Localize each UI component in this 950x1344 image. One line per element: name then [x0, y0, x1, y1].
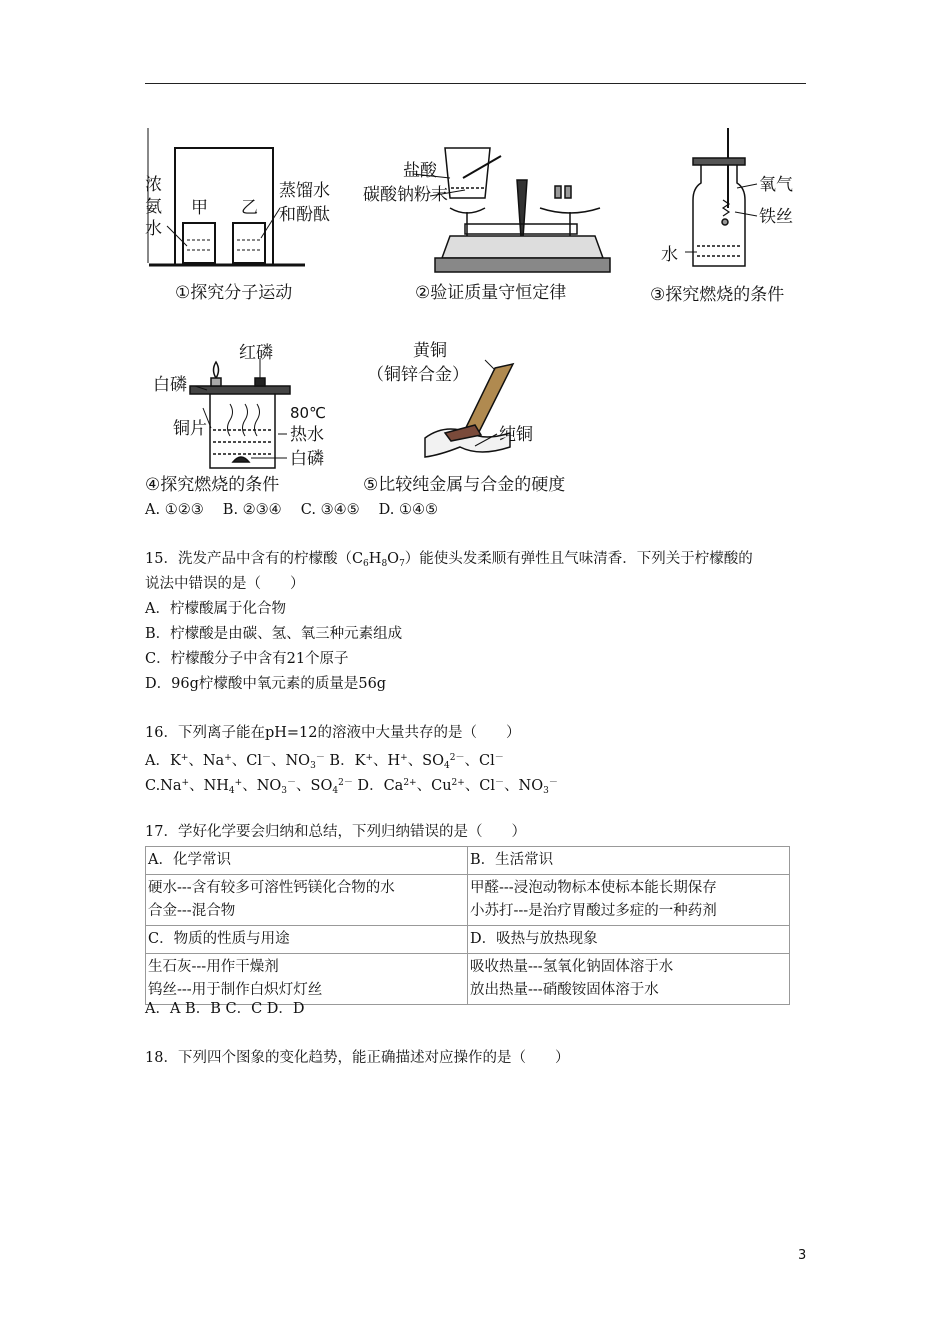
- fig1-label-2: 氨: [145, 197, 162, 217]
- fig4-label-hotwater: 热水: [290, 425, 324, 445]
- table-cell: 硬水---含有较多可溶性钙镁化合物的水 合金---混合物: [146, 875, 468, 926]
- fig4-label-whitep: 白磷: [153, 375, 187, 395]
- fig1-label-yi: 乙: [241, 198, 258, 218]
- table-row: [146, 926, 790, 954]
- fig1-label-water: 蒸馏水: [279, 181, 330, 201]
- fig5-label-brass: 黄铜: [413, 341, 447, 361]
- fig5-label-alloy: （铜锌合金）: [367, 365, 469, 385]
- q17-table: [145, 846, 790, 1005]
- fig4-label-whitep2: 白磷: [290, 449, 324, 469]
- fig4-label-copper: 铜片: [173, 419, 207, 439]
- q15-option-d: D．96g柠檬酸中氧元素的质量是56g: [145, 676, 387, 692]
- fig3-label-oxygen: 氧气: [759, 175, 793, 195]
- fig3-label-water: 水: [661, 245, 678, 265]
- q18-stem: 18．下列四个图象的变化趋势，能正确描述对应操作的是（ ）: [145, 1050, 570, 1066]
- q15-option-c: C．柠檬酸分子中含有21个原子: [145, 651, 349, 667]
- fig5-caption: ⑤比较纯金属与合金的硬度: [363, 475, 566, 495]
- page-number: 3: [798, 1248, 807, 1263]
- fig4-label-redp: 红磷: [239, 343, 273, 363]
- table-cell: A．化学常识: [146, 847, 468, 875]
- figure-3-oxygen-bottle: [685, 128, 757, 266]
- table-cell: 生石灰---用作干燥剂 钨丝---用于制作白炽灯灯丝: [146, 954, 468, 1005]
- table-cell: 吸收热量---氢氧化钠固体溶于水 放出热量---硝酸铵固体溶于水: [468, 954, 790, 1005]
- fig1-label-3: 水: [145, 219, 162, 239]
- table-cell: 甲醛---浸泡动物标本使标本能长期保存 小苏打---是治疗胃酸过多症的一种药剂: [468, 875, 790, 926]
- q15-option-a: A．柠檬酸属于化合物: [145, 601, 286, 617]
- q17-stem: 17．学好化学要会归纳和总结，下列归纳错误的是（ ）: [145, 824, 526, 840]
- q17-options: A．A B．B C．C D．D: [145, 1001, 305, 1017]
- fig1-label-1: 浓: [145, 175, 162, 195]
- fig3-caption: ③探究燃烧的条件: [650, 285, 785, 305]
- header-rule: [145, 83, 806, 84]
- table-cell: B．生活常识: [468, 847, 790, 875]
- table-cell: C．物质的性质与用途: [146, 926, 468, 954]
- fig3-label-wire: 铁丝: [759, 207, 793, 227]
- q15-option-b: B．柠檬酸是由碳、氢、氧三种元素组成: [145, 626, 403, 642]
- fig2-label-powder: 碳酸钠粉末: [363, 185, 448, 205]
- fig1-label-jia: 甲: [191, 198, 208, 218]
- fig4-caption: ④探究燃烧的条件: [145, 475, 280, 495]
- figure-2-balance: [413, 148, 610, 272]
- fig1-label-phenol: 和酚酞: [279, 205, 330, 225]
- fig5-label-pure: 纯铜: [499, 425, 533, 445]
- q14-options: A. ①②③ B. ②③④ C. ③④⑤ D. ①④⑤: [145, 502, 439, 518]
- q15-stem-line1: 15．洗发产品中含有的柠檬酸$(C_6H_8O_7)$能使头发柔顺有弹性且气味清香．下列关于柠檬酸的: [145, 551, 753, 569]
- experiment-figures: [145, 128, 815, 498]
- table-cell: D．吸热与放热现象: [468, 926, 790, 954]
- table-row: [146, 954, 790, 1005]
- q16-options-cd: C.Na+、$NH_4^+$、$NO_3^-$、$SO_4^{2-}$ D．$Ca^{2+}$、$Cu^{2+}$、Cl－、$NO_3^-$: [145, 778, 558, 796]
- q16-stem: 16．下列离子能在pH=12的溶液中大量共存的是（ ）: [145, 725, 521, 741]
- q15-stem-line2: 说法中错误的是（ ）: [145, 576, 305, 592]
- fig4-label-temp: 80℃: [290, 404, 326, 422]
- q16-options-ab: A．K+、Na+、Cl－、$NO_3^-$ B．K+、H+、$SO_4^{2-}$、Cl－: [145, 753, 504, 771]
- fig2-label-acid: 盐酸: [403, 161, 437, 181]
- fig1-caption: ①探究分子运动: [175, 283, 293, 303]
- fig2-caption: ②验证质量守恒定律: [415, 283, 567, 303]
- table-row: [146, 847, 790, 875]
- table-row: [146, 875, 790, 926]
- figure-4-combustion: [190, 358, 290, 468]
